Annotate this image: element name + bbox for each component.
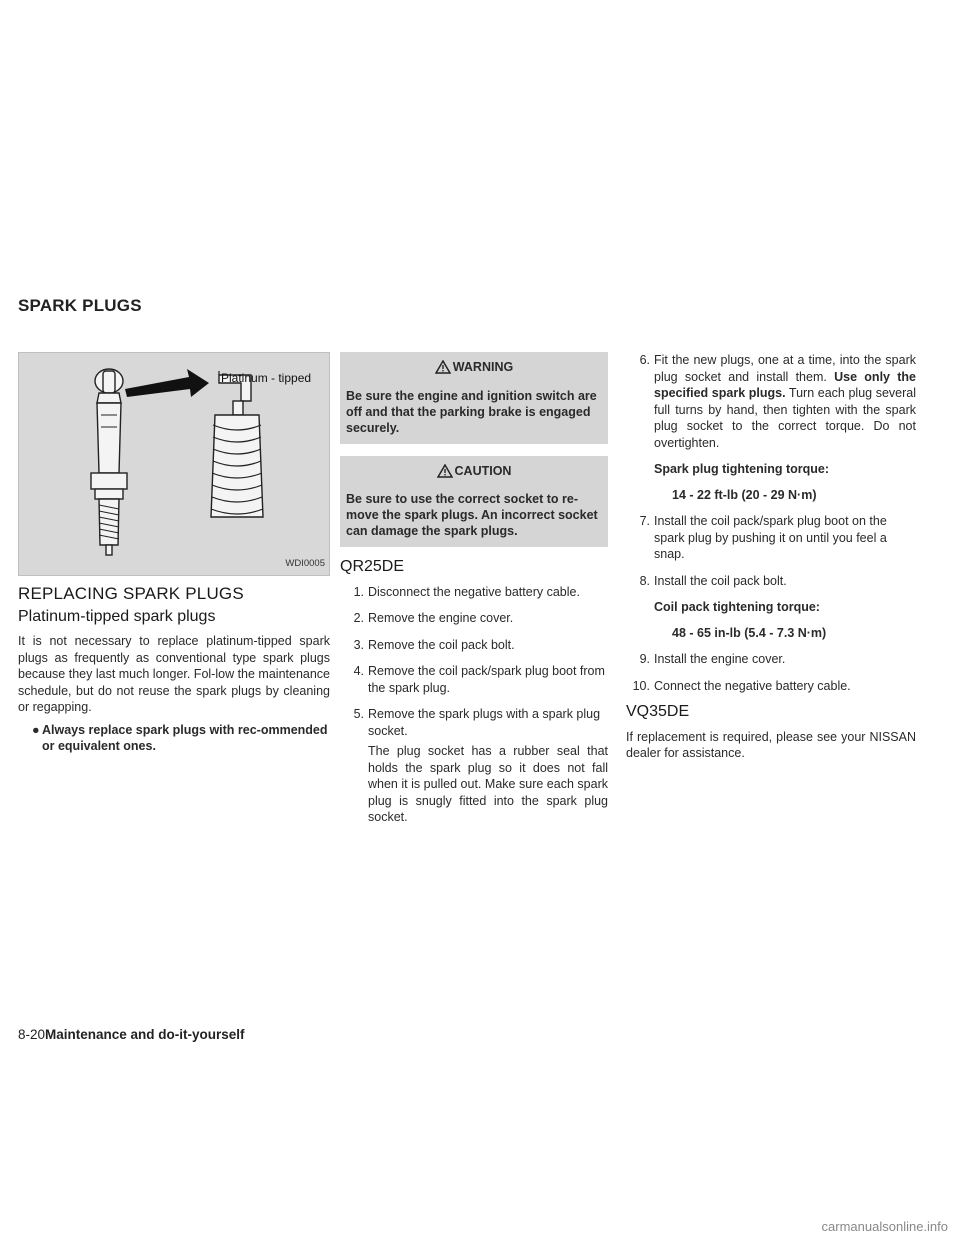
spark-torque-label: Spark plug tightening torque: [654,462,829,476]
watermark: carmanualsonline.info [821,1219,948,1234]
step-5-note: The plug socket has a rubber seal that holds the spark plug so it does not fall when it is pulled out. Make sure each spark plug is snugly fitted into the spark plug socket. [368,744,608,824]
page-number: 8-20 [18,1027,46,1042]
coil-torque-value: 48 - 65 in-lb (5.4 - 7.3 N·m) [672,625,827,640]
caution-text: Be sure to use the correct socket to re-move the spark plugs. An incorrect socket can damage the spark plugs. [346,492,598,538]
figure-callout: Platinum - tipped [221,371,312,385]
page-footer [18,1027,245,1042]
qr25de-steps-7-8 [626,513,916,589]
chapter-title: Maintenance and do-it-yourself [45,1027,245,1042]
qr25de-steps-9-10 [626,651,916,694]
coil-torque-label: Coil pack tightening torque: [654,600,820,614]
caution-icon [437,464,453,478]
qr25de-steps-continued [626,352,916,451]
qr25de-heading: QR25DE [340,558,405,575]
warning-label: WARNING [452,360,514,374]
step-10: 10. Connect the negative battery cable. [632,678,851,693]
step-3: 3. Remove the coil pack bolt. [353,637,515,652]
vq35de-heading: VQ35DE [626,703,690,720]
step-1: 1. Disconnect the negative battery cable. [353,584,580,599]
section-title: SPARK PLUGS [18,296,142,315]
caution-header [346,463,602,480]
spark-torque-value: 14 - 22 ft-lb (20 - 29 N·m) [672,487,817,502]
bullet-text: Always replace spark plugs with rec-ommended or equivalent ones. [42,722,328,753]
step-4: 4. Remove the coil pack/spark plug boot from the spark plug. [353,664,605,695]
bullet-icon: ● [32,722,40,737]
vq35de-text: If replacement is required, please see your NISSAN dealer for assistance. [626,729,916,760]
column-middle [340,352,608,836]
qr25de-steps [340,584,608,740]
spark-plug-illustration [19,353,331,577]
platinum-subheading: Platinum-tipped spark plugs [18,607,216,625]
replacing-heading: REPLACING SPARK PLUGS [18,584,244,603]
caution-label: CAUTION [454,463,512,478]
column-left [18,352,330,755]
figure-code: WDI0005 [285,557,325,569]
caution-box [340,456,608,548]
step-6: 6. Fit the new plugs, one at a time, into the spark plug socket and install them. Use only the specified spark plugs. Turn each plug several full turns by hand, then tighten with the spark plug socket to the correct torque. Do not overtighten. [639,353,916,450]
step-2: 2. Remove the engine cover. [353,611,514,625]
intro-paragraph: It is not necessary to replace platinum-tipped spark plugs as frequently as conventional type spark plugs because they last much longer. Fol-low the maintenance schedule, but do not reuse the spark plugs by cleaning or regapping. [18,634,330,714]
step-7: 7. Install the coil pack/spark plug boot on the spark plug by pushing it on until you feel a snap. [639,514,887,561]
warning-header [346,359,602,376]
warning-box [340,352,608,444]
bullet-item [18,722,330,755]
column-right [626,352,916,768]
warning-icon [435,360,451,374]
step-8: 8. Install the coil pack bolt. [639,573,787,588]
spark-plug-figure [18,352,330,576]
warning-text: Be sure the engine and ignition switch are off and that the parking brake is engaged securely. [346,388,597,435]
step-5: 5. Remove the spark plugs with a spark plug socket. [353,707,601,738]
step-9: 9. Install the engine cover. [639,652,786,666]
